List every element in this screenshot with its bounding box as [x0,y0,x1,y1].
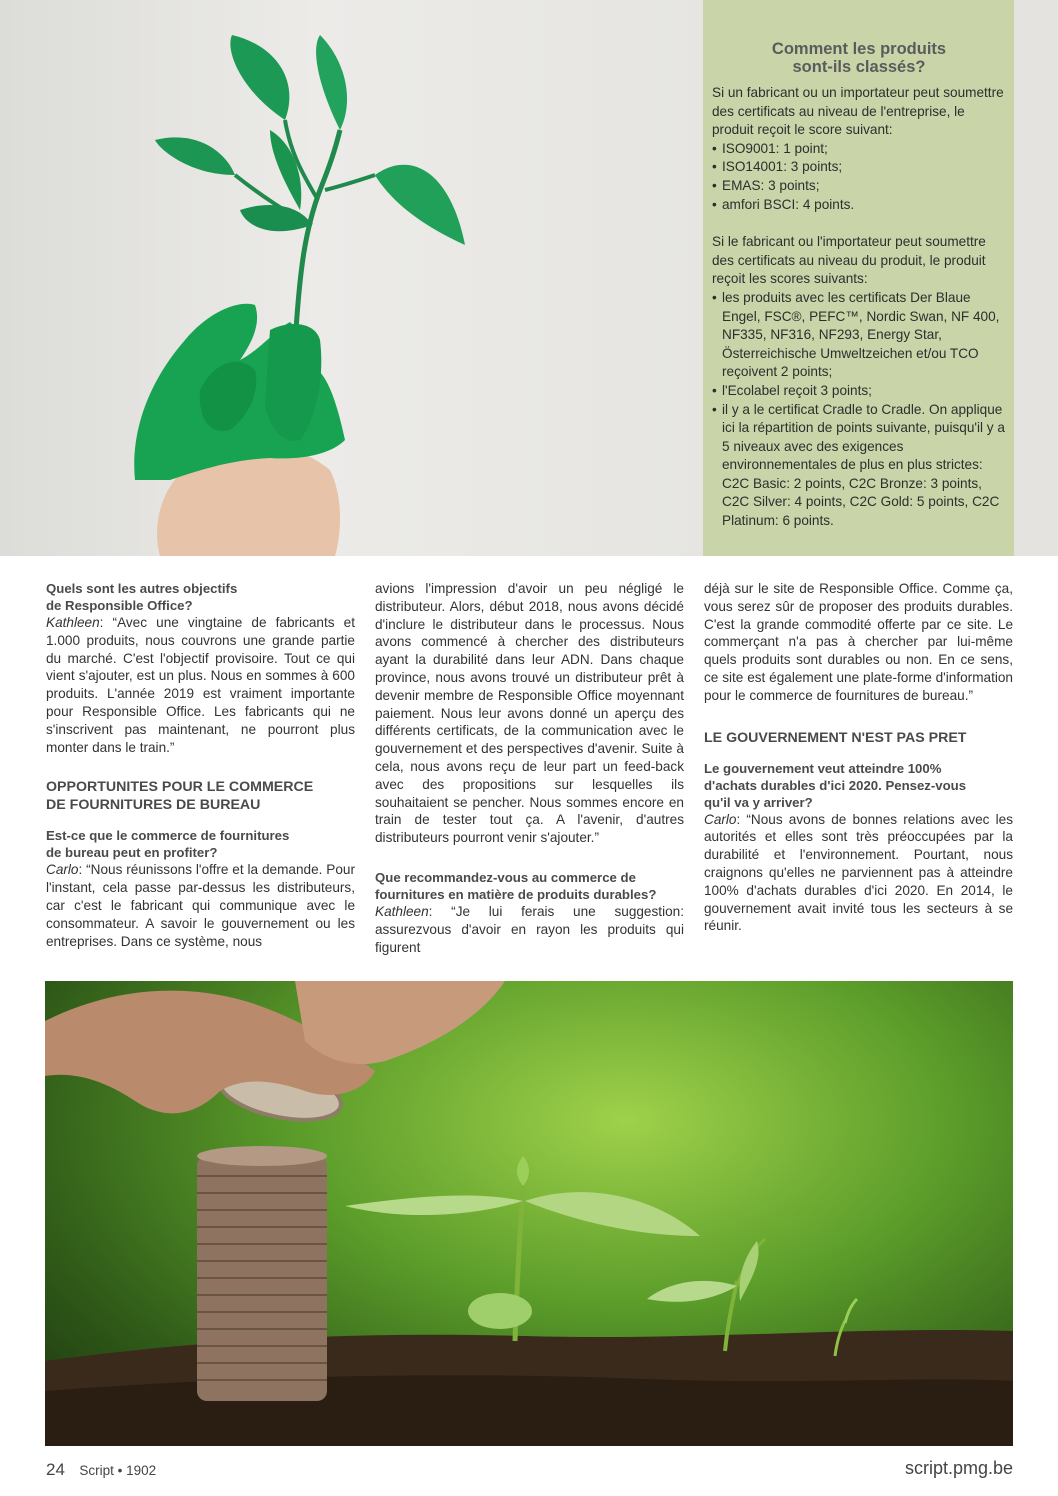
question-heading [704,760,1013,811]
sidebar-intro: Si un fabricant ou un importateur peut soumettre des certificats au niveau de l'entreprise, le produit reçoit le score suivant: [712,85,1004,138]
answer-text: : “Je lui ferais une suggestion: assurezvous d'avoir en rayon les produits qui figurent [375,903,684,955]
section-heading [46,778,355,814]
speaker-name: Carlo [46,862,79,878]
question-line: de Responsible Office? [46,598,193,613]
list-item: • ISO9001: 1 point; [712,140,1006,159]
answer-paragraph [46,614,355,756]
list-item: • l'Ecolabel reçoit 3 points; [712,382,1006,401]
plant-hand-photo [0,0,703,556]
question-line: Le gouvernement veut atteindre 100% [704,760,942,776]
sidebar-intro-2: Si le fabricant ou l'importateur peut soumettre des certificats au niveau du produit, le produit reçoit les scores suivants: [712,234,986,287]
sidebar-title-line2: sont-ils classés? [792,58,926,76]
article-column-2 [375,580,684,956]
question-line: qu'il va y arriver? [704,794,813,810]
speaker-name: Carlo [704,811,737,827]
photo-edge [1014,0,1058,556]
list-item: • ISO14001: 3 points; [712,158,1006,177]
answer-paragraph [375,903,684,956]
question-heading [46,580,355,614]
list-item: • les produits avec les certificats Der Blaue Engel, FSC®, PEFC™, Nordic Swan, NF 400, NF335, NF316, NF293, Energy Star, Österreichische Umweltzeichen et/ou TCO reçoivent 2 points; [712,289,1006,382]
question-line: d'achats durables d'ici 2020. Pensez-vous [704,777,967,793]
question-heading [375,869,684,903]
list-item: • EMAS: 3 points; [712,177,1006,196]
question-line: Est-ce que le commerce de fournitures [46,828,290,844]
answer-paragraph: déjà sur le site de Responsible Office. Comme ça, vous serez sûr de proposer des produits durables. C'est la grande commodité offerte par ce site. Le commerçant n'a pas à chercher par lui-même quels produits sont durables ou non. En ce sens, ce site est également une plate-forme d'information pour le commerce de fournitures de bureau.” [704,581,1013,703]
answer-paragraph: avions l'impression d'avoir un peu négligé le distributeur. Alors, début 2018, nous avons décidé d'inclure le distributeur dans le processus. Nous avons commencé à chercher des distributeurs ayant la durabilité dans leur ADN. Dans chaque province, nous avons trouvé un distributeur prêt à devenir membre de Responsible Office moyennant paiement. Nous leur avons donné un aperçu des différents certificats, de la communication avec le gouvernement et des perspectives d'avenir. Suite à cela, nous avons reçu de leur part un feed-back avec des propositions sur lesquelles ils souhaitaient se pencher. Nous sommes encore en train de tester tout ça. A l'avenir, d'autres distributeurs pourront venir s'ajouter.” [375,581,684,846]
answer-paragraph [704,811,1013,936]
article-column-1 [46,580,355,950]
section-heading: LE GOUVERNEMENT N'EST PAS PRET [704,729,967,746]
sidebar-title-line1: Comment les produits [771,40,947,58]
article-column-3 [704,580,1013,935]
section-line: OPPORTUNITES POUR LE COMMERCE [46,779,314,796]
section-line: DE FOURNITURES DE BUREAU [46,797,261,814]
list-item: • amfori BSCI: 4 points. [712,196,1006,215]
coins-seedlings-photo [45,981,1013,1446]
website-link[interactable]: script.pmg.be [904,1458,1013,1478]
speaker-name: Kathleen [46,615,100,630]
coins-seedlings-illustration [45,981,1013,1446]
classification-sidebar [703,0,1014,556]
speaker-name: Kathleen [375,903,429,919]
question-line: de bureau peut en profiter? [46,845,218,861]
answer-text: : “Nous avons de bonnes relations avec les autorités et elles sont très préoccupées par la durabilité et l'environnement. Pourtant, nous craignons qu'elles ne parviennent pas à atteindre 100% d'achats durables d'ici 2020. En 2014, le gouvernement avait invité tous les secteurs à se réunir. [704,811,1013,934]
company-certificate-list [712,140,1006,214]
publication-issue: Script • 1902 [79,1463,157,1478]
page-number: 24 [46,1460,65,1479]
product-certificate-list [712,289,1006,531]
answer-paragraph [46,861,355,950]
plant-hand-illustration [0,0,703,556]
question-line: fournitures en matière de produits durables? [375,886,657,902]
sidebar-title [712,40,1006,76]
list-item: • il y a le certificat Cradle to Cradle. On applique ici la répartition de points suivante, puisqu'il y a 5 niveaux avec des exigences environnementales de plus en plus strictes: C2C Basic: 2 points, C2C Bronze: 3 points, C2C Silver: 4 points, C2C Gold: 5 points, C2C Platinum: 6 points. [712,401,1006,531]
answer-text: : “Avec une vingtaine de fabricants et 1.000 produits, nous couvrons une grande partie du marché. C'est l'objectif provisoire. Tout ce qui vient s'ajouter, est un plus. Nous en sommes à 600 produits. L'année 2019 est vraiment importante pour Responsible Office. Les fabricants qui ne s'inscrivent pas maintenant, ne pourront plus monter dans le train.” [46,615,355,755]
question-line: Quels sont les autres objectifs [46,581,238,596]
question-heading [46,827,355,861]
question-line: Que recommandez-vous au commerce de [375,869,636,885]
answer-text: : “Nous réunissons l'offre et la demande. Pour l'instant, cela passe par-dessus les distributeurs, car c'est le fabricant qui communique avec le consommateur. A savoir le gouvernement ou les entreprises. Dans ce système, nous [46,862,355,949]
page-footer [46,1460,156,1480]
